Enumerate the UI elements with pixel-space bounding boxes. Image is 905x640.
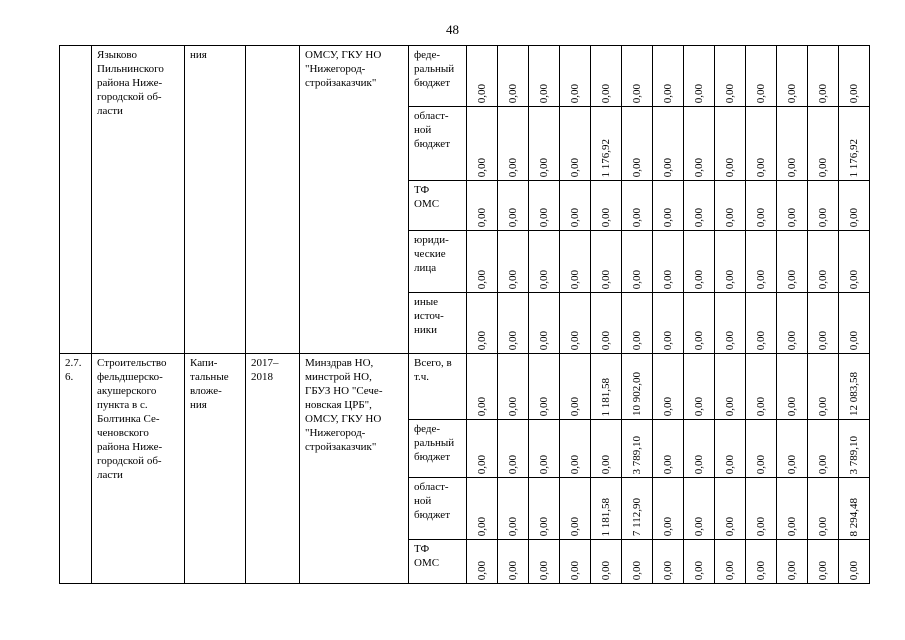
value-text: 0,00 <box>507 516 519 536</box>
value-text: 0,00 <box>476 330 488 350</box>
value-text: 0,00 <box>662 454 674 474</box>
value-cell <box>839 540 870 584</box>
value-text: 0,00 <box>476 516 488 536</box>
value-cell <box>653 420 684 478</box>
value-cell <box>560 231 591 293</box>
value-text: 0,00 <box>569 454 581 474</box>
value-cell <box>808 181 839 231</box>
value-text: 0,00 <box>538 516 550 536</box>
value-cell <box>622 354 653 420</box>
value-text: 0,00 <box>817 157 829 177</box>
value-cell <box>529 420 560 478</box>
value-cell <box>591 46 622 107</box>
value-cell <box>684 231 715 293</box>
value-cell <box>715 354 746 420</box>
value-cell <box>622 231 653 293</box>
value-cell <box>622 293 653 354</box>
funding-source: феде- ральный бюджет <box>409 420 467 478</box>
value-cell <box>715 231 746 293</box>
value-cell <box>498 181 529 231</box>
value-cell <box>467 181 498 231</box>
value-cell <box>653 478 684 540</box>
value-text: 0,00 <box>693 83 705 103</box>
value-text: 0,00 <box>724 560 736 580</box>
value-text: 0,00 <box>786 516 798 536</box>
value-text: 0,00 <box>507 83 519 103</box>
value-text: 0,00 <box>724 330 736 350</box>
value-text: 0,00 <box>786 157 798 177</box>
value-cell <box>715 540 746 584</box>
value-cell <box>529 107 560 181</box>
value-cell <box>746 420 777 478</box>
value-cell <box>684 540 715 584</box>
value-text: 0,00 <box>755 269 767 289</box>
value-cell <box>591 107 622 181</box>
funding-source: ТФ ОМС <box>409 540 467 584</box>
funding-source: област- ной бюджет <box>409 478 467 540</box>
value-text: 0,00 <box>507 454 519 474</box>
value-cell <box>560 46 591 107</box>
value-text: 0,00 <box>569 330 581 350</box>
value-cell <box>622 107 653 181</box>
value-cell <box>684 354 715 420</box>
value-text: 0,00 <box>476 269 488 289</box>
value-cell <box>746 46 777 107</box>
value-text: 0,00 <box>631 560 643 580</box>
funding-source: иные источ- ники <box>409 293 467 354</box>
value-text: 0,00 <box>755 330 767 350</box>
value-cell <box>684 420 715 478</box>
value-text: 0,00 <box>507 560 519 580</box>
value-text: 0,00 <box>662 516 674 536</box>
value-cell <box>746 293 777 354</box>
funding-source: Всего, в т.ч. <box>409 354 467 420</box>
budget-table <box>59 45 870 584</box>
value-text: 0,00 <box>724 269 736 289</box>
funding-source: феде- ральный бюджет <box>409 46 467 107</box>
value-cell <box>777 107 808 181</box>
value-cell <box>684 478 715 540</box>
value-text: 0,00 <box>786 454 798 474</box>
value-cell <box>808 107 839 181</box>
value-cell <box>653 540 684 584</box>
value-cell <box>808 293 839 354</box>
value-text: 0,00 <box>786 207 798 227</box>
value-text: 0,00 <box>693 454 705 474</box>
item-name: Языково Пильнинского района Ниже- городской об- ласти <box>92 46 185 354</box>
value-text: 0,00 <box>507 269 519 289</box>
value-text: 0,00 <box>538 330 550 350</box>
value-cell <box>746 181 777 231</box>
value-text: 0,00 <box>724 207 736 227</box>
value-text: 0,00 <box>693 207 705 227</box>
value-cell <box>498 420 529 478</box>
value-cell <box>622 181 653 231</box>
value-cell <box>560 107 591 181</box>
value-text: 0,00 <box>662 83 674 103</box>
value-cell <box>467 46 498 107</box>
value-text: 0,00 <box>848 269 860 289</box>
value-cell <box>808 540 839 584</box>
value-text: 0,00 <box>538 396 550 416</box>
value-cell <box>591 181 622 231</box>
value-cell <box>684 46 715 107</box>
value-cell <box>839 293 870 354</box>
value-cell <box>560 293 591 354</box>
item-number: 2.7. 6. <box>60 354 92 584</box>
value-text: 0,00 <box>724 516 736 536</box>
value-text: 0,00 <box>662 396 674 416</box>
value-cell <box>591 478 622 540</box>
value-text: 0,00 <box>755 207 767 227</box>
value-cell <box>467 478 498 540</box>
value-text: 0,00 <box>476 454 488 474</box>
value-text: 0,00 <box>693 516 705 536</box>
value-text: 0,00 <box>724 157 736 177</box>
value-text: 1 181,58 <box>600 377 612 416</box>
value-text: 0,00 <box>507 207 519 227</box>
value-cell <box>715 293 746 354</box>
value-cell <box>529 181 560 231</box>
value-cell <box>777 420 808 478</box>
value-cell <box>777 181 808 231</box>
value-cell <box>560 540 591 584</box>
value-text: 0,00 <box>817 83 829 103</box>
value-cell <box>808 478 839 540</box>
value-text: 0,00 <box>755 396 767 416</box>
value-cell <box>622 540 653 584</box>
item-years: 2017– 2018 <box>246 354 300 584</box>
value-text: 0,00 <box>817 207 829 227</box>
value-text: 0,00 <box>538 83 550 103</box>
value-cell <box>808 231 839 293</box>
value-text: 0,00 <box>786 83 798 103</box>
value-text: 0,00 <box>631 330 643 350</box>
value-cell <box>746 354 777 420</box>
investment-type: Капи- тальные вложе- ния <box>185 354 246 584</box>
value-cell <box>808 354 839 420</box>
value-cell <box>777 46 808 107</box>
value-cell <box>498 293 529 354</box>
value-cell <box>498 540 529 584</box>
value-text: 0,00 <box>507 396 519 416</box>
value-cell <box>653 354 684 420</box>
value-cell <box>498 354 529 420</box>
value-text: 0,00 <box>538 269 550 289</box>
value-text: 3 789,10 <box>848 435 860 474</box>
item-executors: Минздрав НО, минстрой НО, ГБУЗ НО "Сече- новская ЦРБ", ОМСУ, ГКУ НО "Нижегород- стройзаказчик" <box>300 354 409 584</box>
value-cell <box>777 354 808 420</box>
item-years <box>246 46 300 354</box>
value-text: 0,00 <box>476 396 488 416</box>
value-cell <box>591 354 622 420</box>
investment-type: ния <box>185 46 246 354</box>
value-text: 0,00 <box>817 396 829 416</box>
value-text: 7 112,90 <box>631 497 643 536</box>
value-cell <box>746 231 777 293</box>
value-text: 0,00 <box>693 269 705 289</box>
value-text: 0,00 <box>786 396 798 416</box>
value-cell <box>715 420 746 478</box>
item-executors: ОМСУ, ГКУ НО "Нижегород- стройзаказчик" <box>300 46 409 354</box>
value-text: 0,00 <box>848 83 860 103</box>
value-cell <box>746 540 777 584</box>
value-text: 0,00 <box>631 157 643 177</box>
value-cell <box>684 107 715 181</box>
table-row <box>60 46 870 107</box>
value-text: 0,00 <box>662 269 674 289</box>
value-cell <box>560 478 591 540</box>
value-cell <box>839 107 870 181</box>
value-cell <box>808 46 839 107</box>
funding-source: ТФ ОМС <box>409 181 467 231</box>
page-number: 48 <box>446 22 459 37</box>
value-cell <box>839 354 870 420</box>
value-text: 0,00 <box>786 330 798 350</box>
value-cell <box>560 181 591 231</box>
table-row <box>60 354 870 420</box>
value-text: 0,00 <box>600 330 612 350</box>
value-cell <box>560 420 591 478</box>
value-cell <box>498 107 529 181</box>
value-text: 0,00 <box>631 269 643 289</box>
value-cell <box>622 420 653 478</box>
value-cell <box>653 181 684 231</box>
value-cell <box>684 293 715 354</box>
value-text: 0,00 <box>600 560 612 580</box>
value-cell <box>591 293 622 354</box>
value-text: 0,00 <box>662 207 674 227</box>
value-cell <box>839 46 870 107</box>
value-cell <box>777 540 808 584</box>
value-text: 0,00 <box>786 269 798 289</box>
value-text: 10 902,00 <box>631 372 643 416</box>
value-text: 0,00 <box>662 560 674 580</box>
value-text: 0,00 <box>693 396 705 416</box>
value-text: 0,00 <box>755 454 767 474</box>
value-text: 0,00 <box>538 454 550 474</box>
value-text: 0,00 <box>693 330 705 350</box>
value-cell <box>684 181 715 231</box>
value-cell <box>653 231 684 293</box>
value-text: 0,00 <box>817 560 829 580</box>
value-cell <box>591 231 622 293</box>
value-cell <box>591 420 622 478</box>
value-text: 0,00 <box>693 560 705 580</box>
value-text: 0,00 <box>817 516 829 536</box>
value-text: 0,00 <box>476 560 488 580</box>
value-cell <box>529 478 560 540</box>
value-cell <box>622 46 653 107</box>
value-cell <box>746 107 777 181</box>
value-text: 0,00 <box>569 157 581 177</box>
value-text: 1 176,92 <box>600 138 612 177</box>
value-cell <box>715 181 746 231</box>
value-text: 0,00 <box>600 83 612 103</box>
value-text: 0,00 <box>569 560 581 580</box>
value-cell <box>839 231 870 293</box>
value-text: 0,00 <box>693 157 705 177</box>
value-cell <box>653 107 684 181</box>
value-cell <box>529 231 560 293</box>
value-text: 3 789,10 <box>631 435 643 474</box>
value-cell <box>560 354 591 420</box>
value-text: 0,00 <box>631 207 643 227</box>
value-cell <box>467 420 498 478</box>
value-text: 0,00 <box>662 157 674 177</box>
value-text: 0,00 <box>817 269 829 289</box>
value-cell <box>467 540 498 584</box>
value-text: 0,00 <box>600 454 612 474</box>
value-text: 0,00 <box>538 560 550 580</box>
value-text: 0,00 <box>569 207 581 227</box>
value-text: 8 294,48 <box>848 497 860 536</box>
value-text: 0,00 <box>848 207 860 227</box>
value-cell <box>467 354 498 420</box>
value-text: 1 181,58 <box>600 497 612 536</box>
value-text: 0,00 <box>755 83 767 103</box>
value-cell <box>715 107 746 181</box>
value-cell <box>498 478 529 540</box>
value-cell <box>808 420 839 478</box>
value-text: 0,00 <box>631 83 643 103</box>
value-cell <box>777 293 808 354</box>
value-cell <box>622 478 653 540</box>
value-cell <box>498 46 529 107</box>
value-text: 0,00 <box>507 330 519 350</box>
item-name: Строительство фельдшерско- акушерского пункта в с. Болтинка Се- ченовского района Ниже- городской об- ласти <box>92 354 185 584</box>
value-cell <box>529 354 560 420</box>
value-cell <box>715 46 746 107</box>
value-text: 0,00 <box>600 207 612 227</box>
value-text: 0,00 <box>476 83 488 103</box>
value-cell <box>498 231 529 293</box>
value-text: 0,00 <box>848 330 860 350</box>
value-cell <box>529 540 560 584</box>
value-text: 12 083,58 <box>848 372 860 416</box>
value-text: 0,00 <box>755 560 767 580</box>
value-text: 0,00 <box>569 396 581 416</box>
value-cell <box>591 540 622 584</box>
value-cell <box>839 181 870 231</box>
value-text: 0,00 <box>724 396 736 416</box>
value-text: 0,00 <box>600 269 612 289</box>
value-cell <box>653 293 684 354</box>
value-text: 0,00 <box>476 157 488 177</box>
value-text: 0,00 <box>724 83 736 103</box>
value-text: 0,00 <box>569 269 581 289</box>
value-cell <box>467 231 498 293</box>
value-cell <box>777 478 808 540</box>
value-text: 1 176,92 <box>848 138 860 177</box>
value-text: 0,00 <box>569 516 581 536</box>
value-cell <box>777 231 808 293</box>
funding-source: юриди- ческие лица <box>409 231 467 293</box>
value-text: 0,00 <box>662 330 674 350</box>
value-text: 0,00 <box>817 454 829 474</box>
value-text: 0,00 <box>538 157 550 177</box>
value-cell <box>529 46 560 107</box>
value-text: 0,00 <box>817 330 829 350</box>
value-text: 0,00 <box>755 516 767 536</box>
value-cell <box>715 478 746 540</box>
value-text: 0,00 <box>724 454 736 474</box>
value-cell <box>529 293 560 354</box>
value-cell <box>467 107 498 181</box>
value-cell <box>839 478 870 540</box>
value-text: 0,00 <box>848 560 860 580</box>
value-text: 0,00 <box>476 207 488 227</box>
value-text: 0,00 <box>755 157 767 177</box>
item-number <box>60 46 92 354</box>
value-text: 0,00 <box>538 207 550 227</box>
value-cell <box>839 420 870 478</box>
value-cell <box>467 293 498 354</box>
value-cell <box>746 478 777 540</box>
value-text: 0,00 <box>786 560 798 580</box>
value-text: 0,00 <box>507 157 519 177</box>
value-cell <box>653 46 684 107</box>
funding-source: област- ной бюджет <box>409 107 467 181</box>
value-text: 0,00 <box>569 83 581 103</box>
